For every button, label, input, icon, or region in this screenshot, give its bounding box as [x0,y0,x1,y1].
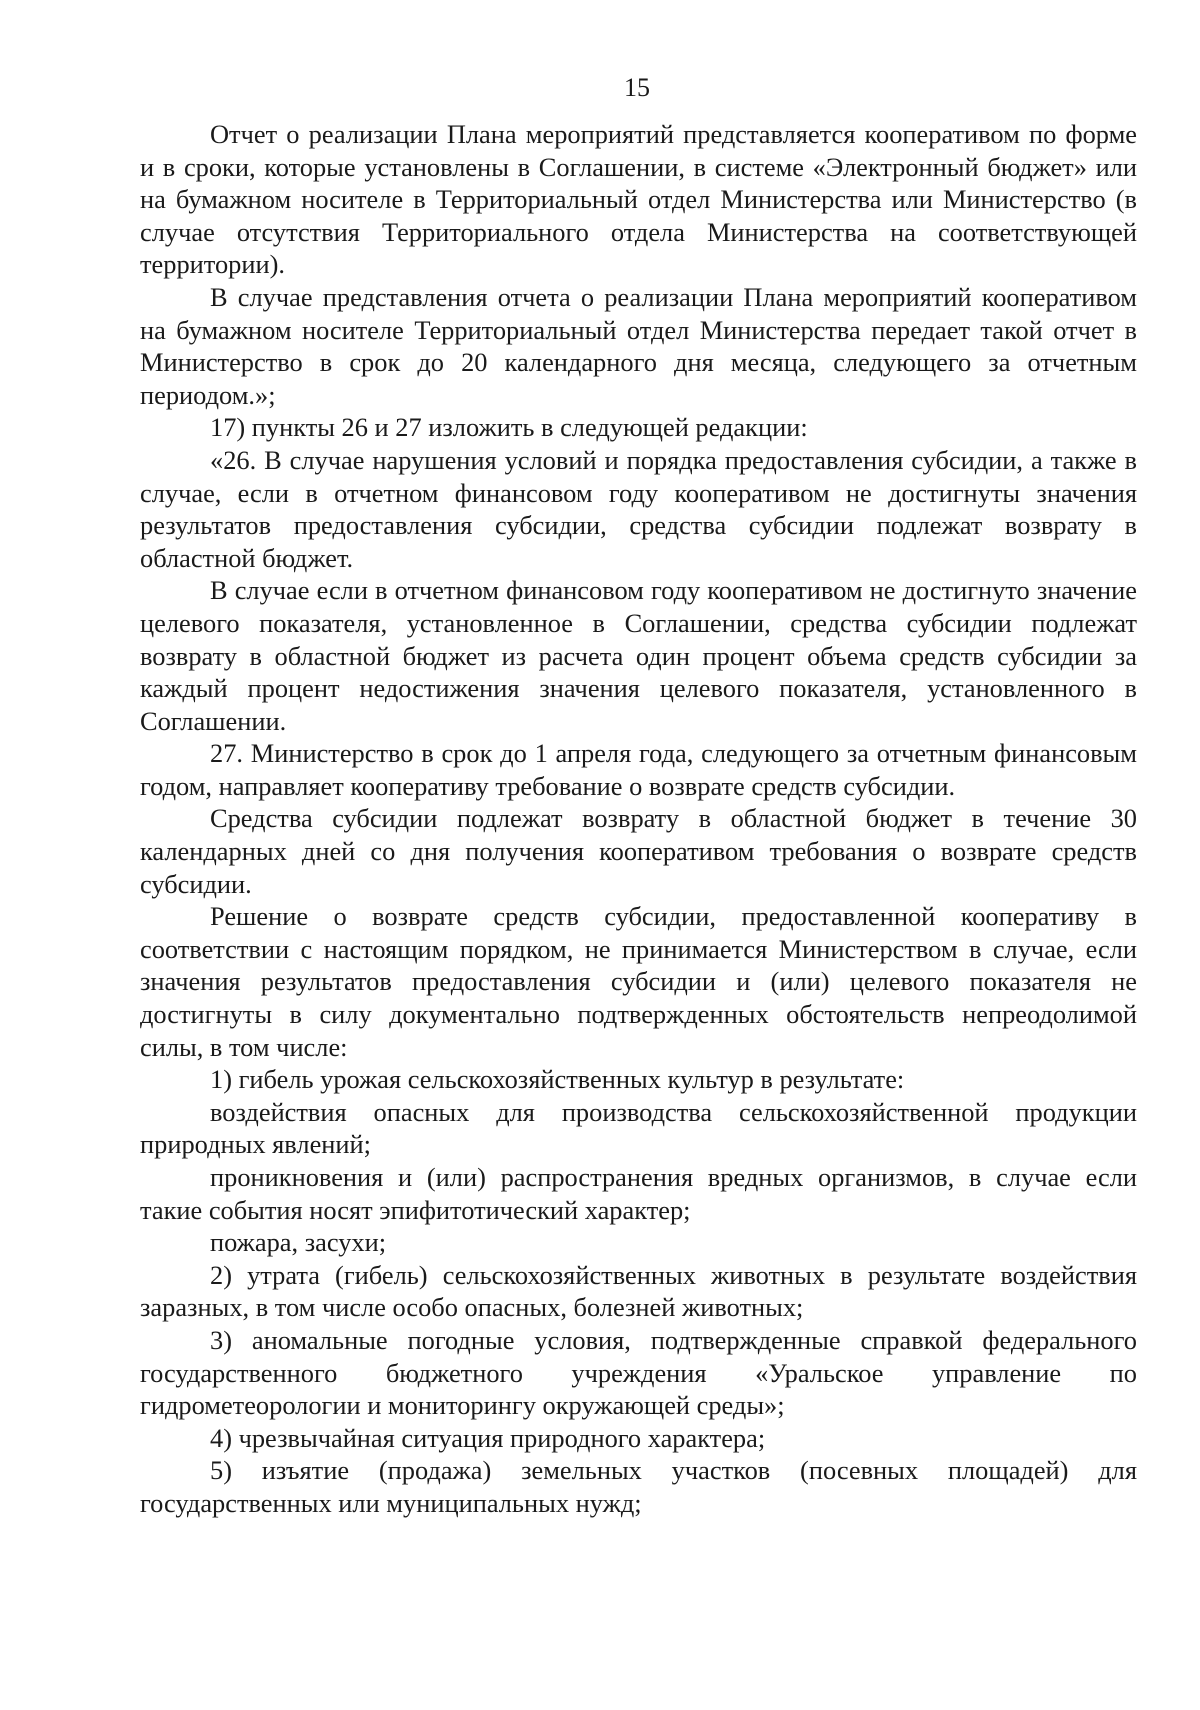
paragraph-report-submission: Отчет о реализации Плана мероприятий представляется кооперативом по форме и в сроки, которые установлены в Соглашении, в системе «Электронный бюджет» или на бумажном носителе в Территориальный отдел Министерства или Министерство (в случае отсутствия Территориального отдела Министерства на соответствующей территории). [140,119,1137,280]
paragraph-clause-26: «26. В случае нарушения условий и порядка предоставления субсидии, а также в случае, если в отчетном финансовом году кооперативом не достигнуты значения результатов предоставления субсидии, средства субсидии подлежат возврату в областной бюджет. [140,444,1137,573]
paragraph-natural-phenomena: воздействия опасных для производства сельскохозяйственной продукции природных явлений; [140,1096,1137,1160]
paragraph-item-17: 17) пункты 26 и 27 изложить в следующей редакции: [210,412,808,443]
paragraph-list-item-5: 5) изъятие (продажа) земельных участков (посевных площадей) для государственных или муниципальных нужд; [140,1455,1137,1518]
paragraph-clause-27: 27. Министерство в срок до 1 апреля года, следующего за отчетным финансовым годом, направляет кооперативу требование о возврате средств субсидии. [140,738,1137,801]
page-number: 15 [624,73,650,102]
paragraph-list-item-1: 1) гибель урожая сельскохозяйственных культур в результате: [210,1064,905,1095]
paragraph-paper-report: В случае представления отчета о реализации Плана мероприятий кооперативом на бумажном носителе Территориальный отдел Министерства передает такой отчет в Министерство в срок до 20 календарного дня месяца, следующего за отчетным периодом.»; [140,281,1137,410]
document-body [140,118,1137,1520]
paragraph-fire-drought: пожара, засухи; [210,1227,387,1258]
paragraph-refund-decision: Решение о возврате средств субсидии, предоставленной кооперативу в соответствии с настоящим порядком, не принимается Министерством в случае, если значения результатов предоставления субсидии и (или) целевого показателя не достигнуты в силу документально подтвержденных обстоятельств непреодолимой силы, в том числе: [140,901,1137,1062]
paragraph-target-indicator: В случае если в отчетном финансовом году кооперативом не достигнуто значение целевого показателя, установленное в Соглашении, средства субсидии подлежат возврату в областной бюджет из расчета один процент объема средств субсидии за каждый процент недостижения значения целевого показателя, установленного в Соглашении. [140,575,1137,736]
paragraph-list-item-2: 2) утрата (гибель) сельскохозяйственных животных в результате воздействия заразных, в том числе особо опасных, болезней животных; [140,1259,1137,1323]
paragraph-list-item-3: 3) аномальные погодные условия, подтвержденные справкой федерального государственного бюджетного учреждения «Уральское управление по гидрометеорологии и мониторингу окружающей среды»; [140,1324,1137,1421]
paragraph-refund-term: Средства субсидии подлежат возврату в областной бюджет в течение 30 календарных дней со дня получения кооперативом требования о возврате средств субсидии. [140,803,1137,899]
paragraph-pests: проникновения и (или) распространения вредных организмов, в случае если такие события носят эпифитотический характер; [140,1162,1137,1225]
paragraph-list-item-4: 4) чрезвычайная ситуация природного характера; [210,1422,766,1453]
